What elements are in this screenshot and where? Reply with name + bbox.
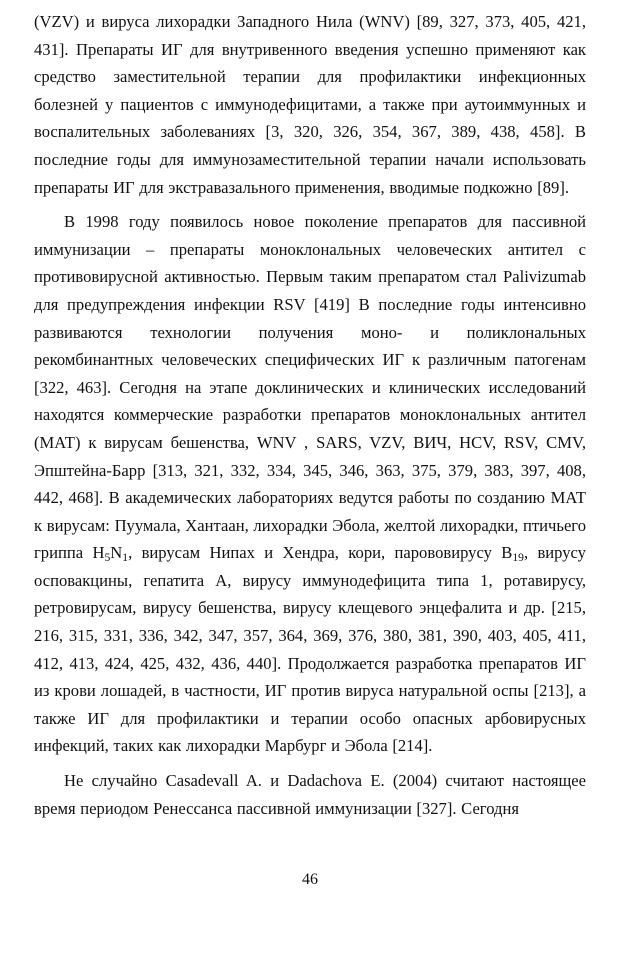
page-number: 46 (302, 871, 318, 888)
subscript: 5 (104, 551, 111, 565)
text-run: , вирусам Нипах и Хендра, кори, парововирусу B (128, 543, 513, 563)
subscript: 19 (512, 551, 524, 565)
paragraph-2 (34, 208, 586, 760)
subscript: 1 (122, 551, 129, 565)
text-run: , вирусу осповакцины, гепатита А, вирусу иммунодефицита типа 1, ротавирусу, ретровирусам, вирусу бешенства, вирусу клещевого энцефалита и др. [215, 216, 315, 331, 336, 342, 347, 357, 364, 369, 376, 380, 381, 390, 403, 405, 411, 412, 413, 424, 425, 432, 436, 440]. Продолжается разработка препаратов ИГ из крови лошадей, в частности, ИГ против вируса натуральной оспы [213], а также ИГ для профилактики и терапии особо опасных арбовирусных инфекций, таких как лихорадки Марбург и Эбола [214]. (34, 543, 586, 756)
text-run: (VZV) и вируса лихорадки Западного Нила (WNV) [89, 327, 373, 405, 421, 431]. Препараты ИГ для внутривенного введения успешно применяют как средство заместительной терапии для профилактики инфекционных болезней у пациентов с иммунодефицитами, а также при аутоиммунных и воспалительных заболеваниях [3, 320, 326, 354, 367, 389, 438, 458]. В последние годы для иммунозаместительной терапии начали использовать препараты ИГ для экстравазального применения, вводимые подкожно [89]. (34, 12, 586, 197)
text-run: В 1998 году появилось новое поколение препаратов для пассивной иммунизации – препараты моноклональных человеческих антител с противовирусной активностью. Первым таким препаратом стал Palivizumab для предупреждения инфекции RSV [419] В последние годы интенсивно развиваются технологии получения моно- и поликлональных рекомбинантных человеческих специфических ИГ к различным патогенам [322, 463]. Сегодня на этапе доклинических и клинических исследований находятся коммерческие разработки препаратов моноклональных антител (МАТ) к вирусам бешенства, WNV , SARS, VZV, ВИЧ, HCV, RSV, CMV, Эпштейна-Барр [313, 321, 332, 334, 345, 346, 363, 375, 379, 383, 397, 408, 442, 468]. В академических лабораториях ведутся работы по созданию МАТ к вирусам: Пуумала, Хантаан, лихорадки Эбола, желтой лихорадки, птичьего гриппа H (34, 212, 586, 563)
paragraph-1 (34, 8, 586, 201)
paragraph-3 (34, 767, 586, 822)
body-text (34, 8, 586, 822)
text-run: N (110, 543, 123, 563)
text-run: Не случайно Casadevall A. и Dadachova E. (2004) считают настоящее время периодом Ренессанса пассивной иммунизации [327]. Сегодня (34, 771, 586, 818)
